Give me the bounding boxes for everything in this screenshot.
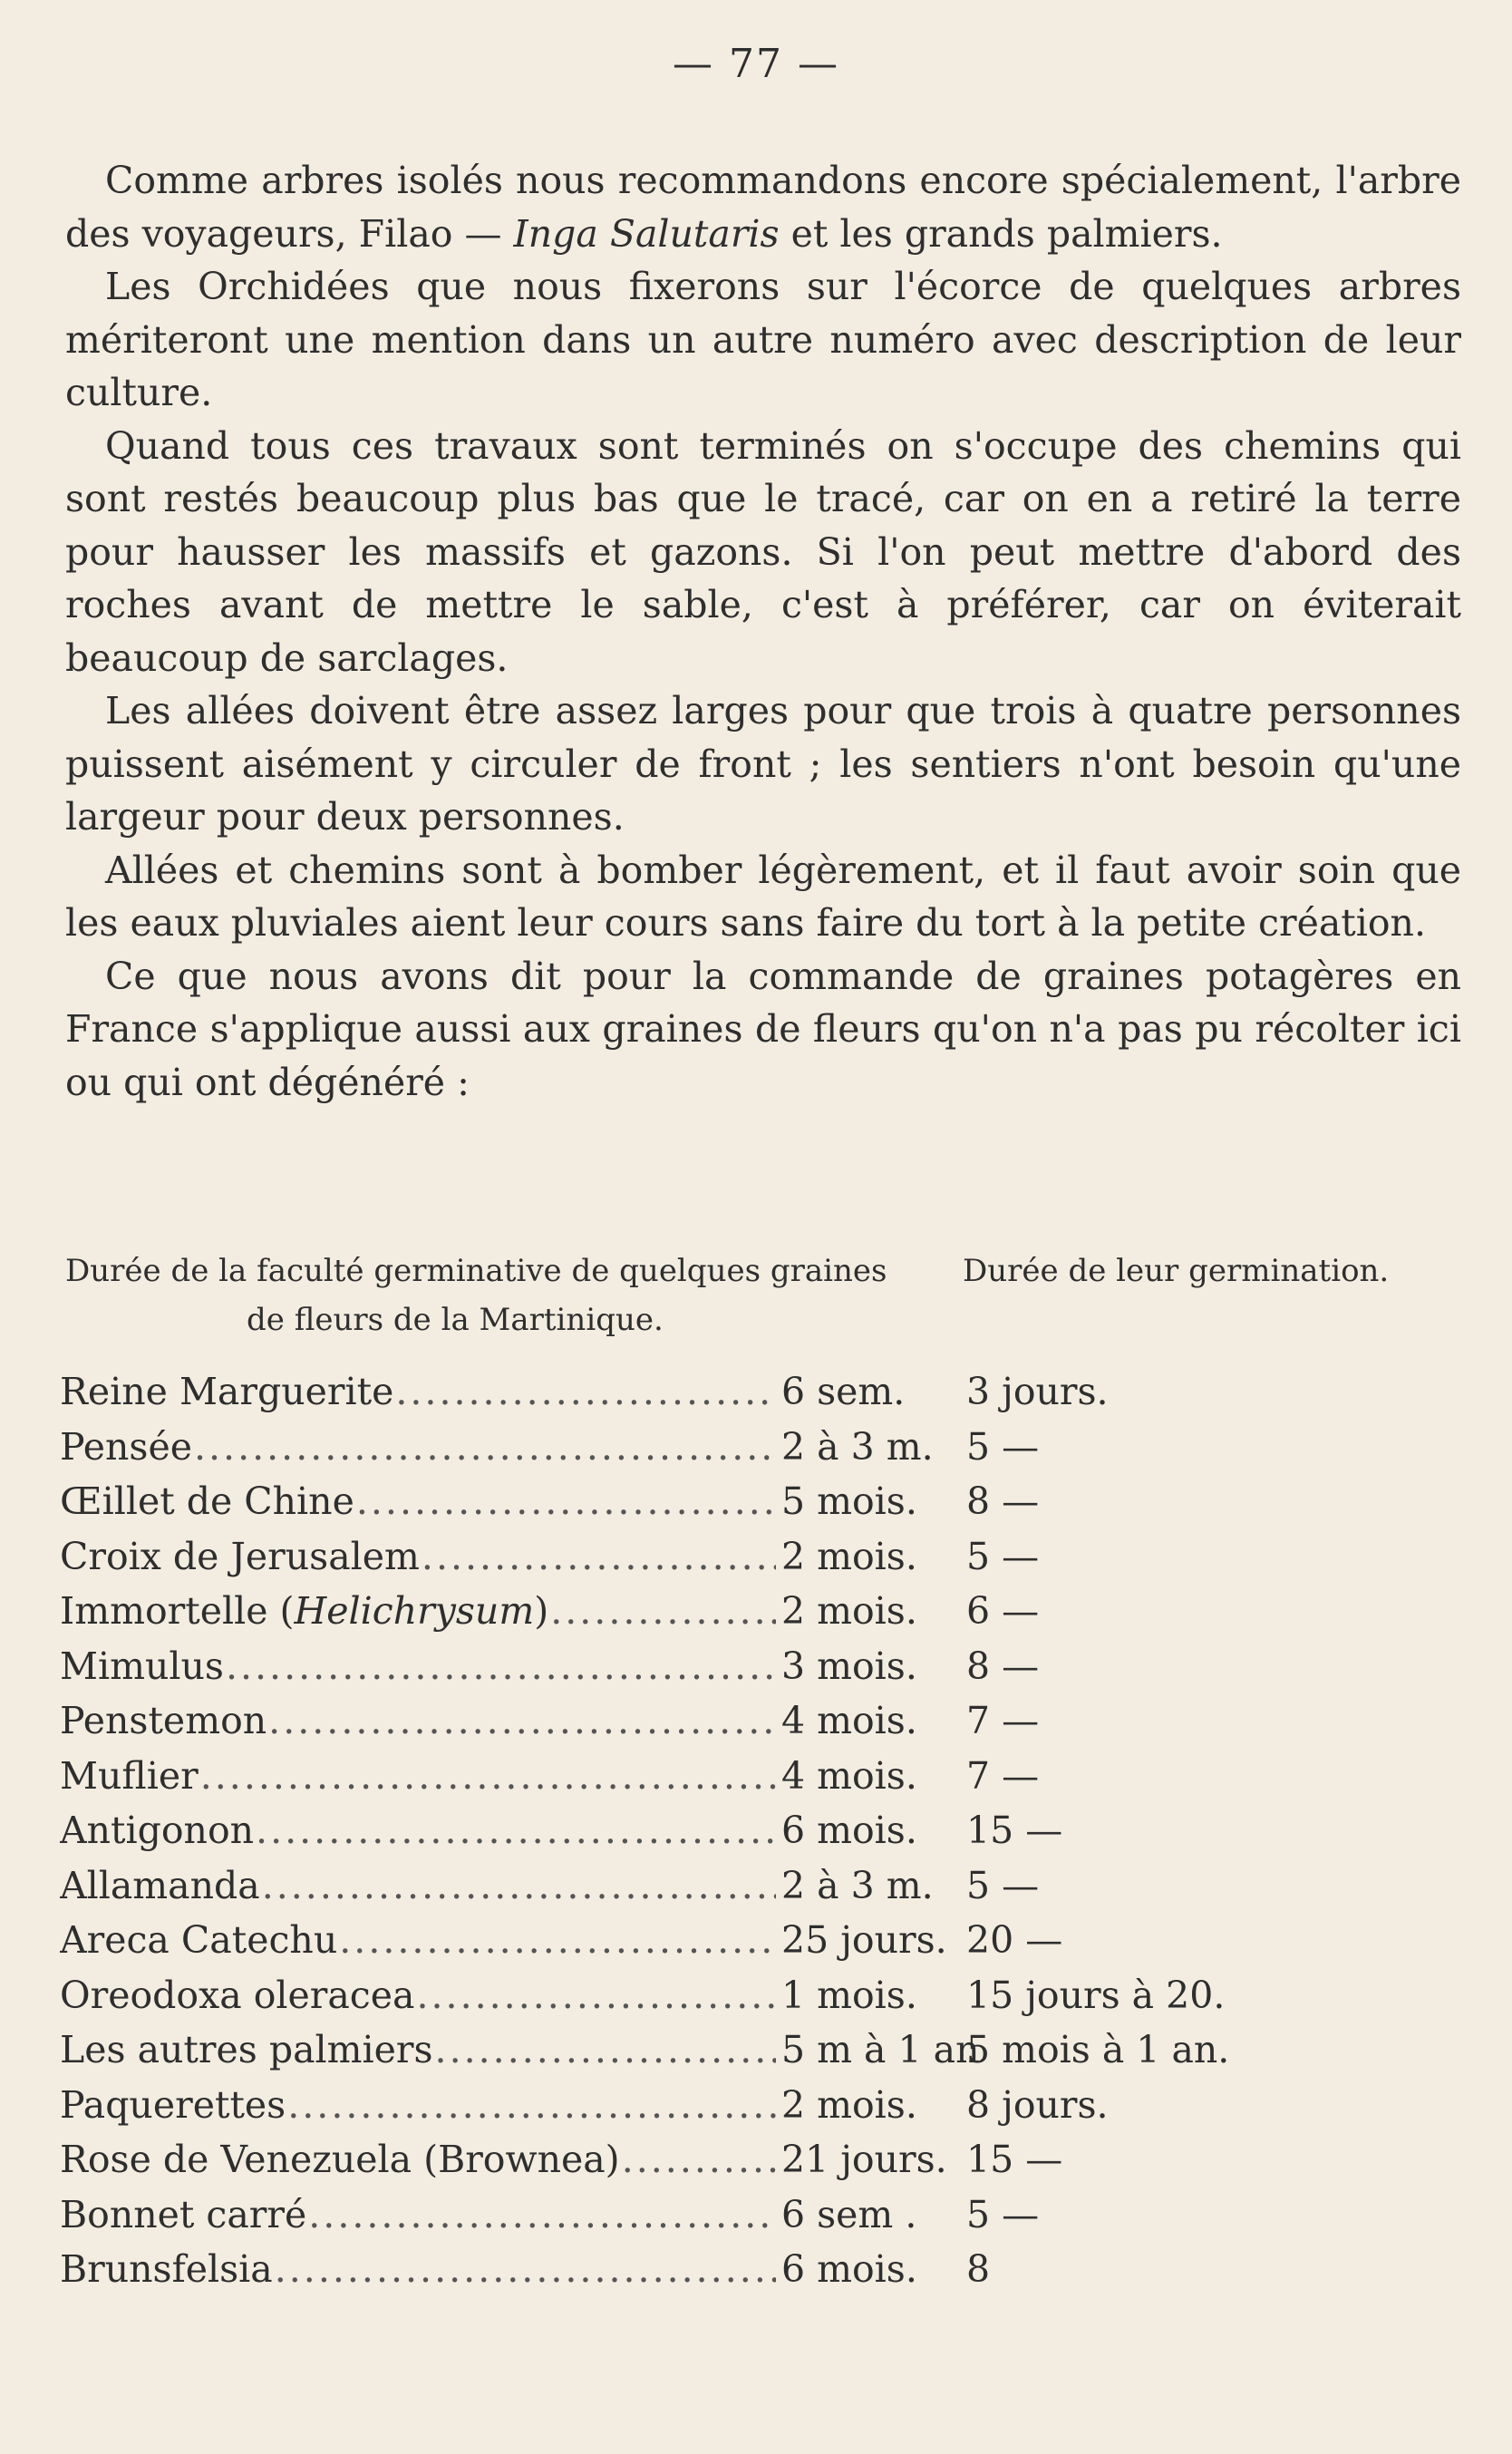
- germination-duration: 7 —: [966, 1699, 1040, 1742]
- table-row: [60, 2242, 1474, 2297]
- leader-dots: [414, 1968, 776, 2023]
- name-cell: [60, 1474, 776, 1529]
- name-cell: [60, 2132, 776, 2187]
- paragraph-text: Les Orchidées que nous fixerons sur l'écorce de quelques arbres mériteront une mention dans un autre numéro avec description de leur culture.: [65, 265, 1461, 414]
- plant-name: Pensée: [60, 1424, 192, 1469]
- germination-duration: 15 —: [966, 2138, 1063, 2181]
- plant-name: Bonnet carré: [60, 2192, 307, 2236]
- leader-dots: [286, 2078, 776, 2133]
- table-header-left-line2: de fleurs de la Martinique.: [247, 1302, 664, 1338]
- plant-name: Muflier: [60, 1753, 199, 1798]
- plant-name-suffix: ): [534, 1589, 549, 1633]
- paragraph-text: Quand tous ces travaux sont terminés on s'occupe des chemins qui sont restés beaucoup plus bas que le tracé, car on en a retiré la terre pour hausser les massifs et gazons. Si l'on peut mettre d'abord des roches avant de mettre le sable, c'est à préférer, car on éviterait beaucoup de sarclages.: [65, 423, 1461, 680]
- leader-dots: [420, 1529, 776, 1585]
- leader-dots: [548, 1584, 776, 1639]
- germination-duration: 8: [966, 2247, 991, 2291]
- germination-duration: 5 —: [966, 2192, 1040, 2236]
- leader-dots: [433, 2022, 776, 2078]
- name-cell: [60, 1529, 776, 1585]
- leader-dots: [337, 1913, 776, 1968]
- germination-duration: 7 —: [966, 1753, 1040, 1798]
- faculty-duration: 2 mois.: [781, 1589, 917, 1633]
- name-cell: [60, 1858, 776, 1914]
- plant-name: Brunsfelsia: [60, 2247, 273, 2291]
- plant-name: Allamanda: [60, 1863, 260, 1907]
- table-row: [60, 1693, 1474, 1749]
- table-row: [60, 1584, 1474, 1639]
- faculty-duration: 4 mois.: [781, 1699, 917, 1742]
- leader-dots: [620, 2132, 776, 2187]
- germination-duration: 15 jours à 20.: [966, 1973, 1226, 2017]
- table-row: [60, 1803, 1474, 1858]
- plant-latin-name: Helichrysum: [294, 1589, 535, 1633]
- faculty-duration: 5 m à 1 an: [781, 2028, 980, 2071]
- plant-name: Reine Marguerite: [60, 1370, 394, 1413]
- leader-dots: [306, 2187, 776, 2243]
- paragraph-text: Les allées doivent être assez larges pour que trois à quatre personnes puissent aisément y circuler de front ; les sentiers n'ont besoin qu'une largeur pour deux personnes.: [65, 689, 1461, 839]
- table-header: [65, 1246, 1479, 1355]
- faculty-duration: 21 jours.: [781, 2138, 947, 2181]
- table-header-left: [65, 1246, 935, 1344]
- plant-name: Paquerettes: [60, 2082, 286, 2127]
- plant-name: Croix de Jerusalem: [60, 1534, 420, 1578]
- faculty-duration: 3 mois.: [781, 1644, 917, 1688]
- faculty-duration: 1 mois.: [781, 1973, 917, 2017]
- leader-dots: [393, 1364, 776, 1420]
- germination-duration: 5 —: [966, 1534, 1040, 1578]
- table-header-left-line1: Durée de la faculté germinative de quelques graines: [65, 1253, 887, 1289]
- plant-name: Rose de Venezuela (Brownea): [60, 2138, 620, 2181]
- name-cell: [60, 1913, 776, 1968]
- faculty-duration: 6 sem .: [781, 2192, 917, 2236]
- paragraph-text: Comme arbres isolés nous recommandons encore spécialement, l'arbre des voyageurs, Filao —: [65, 159, 1461, 256]
- paragraph-orchids: [65, 260, 1461, 420]
- table-header-right: Durée de leur germination.: [963, 1253, 1390, 1289]
- leader-dots: [254, 1803, 776, 1858]
- leader-dots: [192, 1420, 776, 1475]
- faculty-duration: 5 mois.: [781, 1479, 917, 1523]
- faculty-duration: 2 à 3 m.: [781, 1863, 934, 1907]
- name-cell: [60, 1749, 776, 1804]
- table-row: [60, 1474, 1474, 1529]
- faculty-duration: 2 mois.: [781, 2082, 917, 2127]
- germination-duration: 5 —: [966, 1424, 1040, 1469]
- name-cell: [60, 2242, 776, 2297]
- faculty-duration: 2 à 3 m.: [781, 1424, 934, 1469]
- table-row: [60, 2187, 1474, 2243]
- faculty-duration: 6 sem.: [781, 1370, 906, 1413]
- paragraph-text: Ce que nous avons dit pour la commande de graines potagères en France s'applique aussi aux graines de fleurs qu'on n'a pas pu récolter ici ou qui ont dégénéré :: [65, 954, 1461, 1104]
- name-cell: [60, 2078, 776, 2133]
- leader-dots: [260, 1858, 776, 1914]
- name-cell: [60, 1639, 776, 1694]
- germination-duration: 6 —: [966, 1589, 1040, 1633]
- plant-name: Mimulus: [60, 1644, 224, 1688]
- plant-name: Oreodoxa oleracea: [60, 1973, 415, 2017]
- plant-name: Antigonon: [60, 1809, 255, 1852]
- faculty-duration: 6 mois.: [781, 1809, 917, 1852]
- faculty-duration: 25 jours.: [781, 1918, 947, 1962]
- leader-dots: [224, 1639, 776, 1694]
- paragraph-seed-order: [65, 950, 1461, 1110]
- name-cell: [60, 1803, 776, 1858]
- table-row: [60, 1968, 1474, 2023]
- plant-name: Les autres palmiers: [60, 2028, 433, 2071]
- name-cell: [60, 1584, 776, 1639]
- germination-duration: 8 —: [966, 1479, 1040, 1523]
- paragraph-alleys: [65, 684, 1461, 844]
- germination-duration: 20 —: [966, 1918, 1063, 1962]
- paragraph-italic-text: Inga Salutaris: [513, 211, 780, 256]
- leader-dots: [267, 1693, 776, 1749]
- germination-duration: 15 —: [966, 1809, 1063, 1852]
- table-row: [60, 1529, 1474, 1585]
- name-cell: [60, 2022, 776, 2078]
- plant-name-prefix: Immortelle (: [60, 1589, 295, 1633]
- paragraph-isolated-trees: [65, 154, 1461, 260]
- name-cell: [60, 1693, 776, 1749]
- germination-duration: 5 —: [966, 1863, 1040, 1907]
- name-cell: [60, 1968, 776, 2023]
- plant-name: Areca Catechu: [60, 1918, 338, 1962]
- table-row: [60, 1420, 1474, 1475]
- paragraph-drainage: [65, 844, 1461, 950]
- faculty-duration: 6 mois.: [781, 2247, 917, 2291]
- plant-name: [60, 1584, 548, 1639]
- leader-dots: [354, 1474, 776, 1529]
- table-row: [60, 2078, 1474, 2133]
- germination-duration: 8 —: [966, 1644, 1040, 1688]
- table-row: [60, 1749, 1474, 1804]
- name-cell: [60, 1420, 776, 1475]
- table-row: [60, 1639, 1474, 1694]
- paragraph-text: Allées et chemins sont à bomber légèrement, et il faut avoir soin que les eaux pluviales aient leur cours sans faire du tort à la petite création.: [65, 848, 1461, 945]
- germination-duration: 3 jours.: [966, 1370, 1109, 1413]
- faculty-duration: 2 mois.: [781, 1534, 917, 1578]
- leader-dots: [273, 2242, 776, 2297]
- table-row: [60, 1913, 1474, 1968]
- paragraph-paths: [65, 420, 1461, 685]
- body-text: [65, 154, 1461, 1109]
- germination-duration: 5 mois à 1 an.: [966, 2028, 1230, 2071]
- table-row: [60, 1858, 1474, 1914]
- seed-table: [60, 1364, 1474, 2297]
- table-row: [60, 1364, 1474, 1420]
- plant-name: Penstemon: [60, 1699, 267, 1742]
- germination-duration: 8 jours.: [966, 2082, 1109, 2127]
- table-row: [60, 2022, 1474, 2078]
- name-cell: [60, 2187, 776, 2243]
- paragraph-text: et les grands palmiers.: [779, 211, 1223, 256]
- leader-dots: [199, 1749, 776, 1804]
- name-cell: [60, 1364, 776, 1420]
- page-number: — 77 —: [673, 41, 839, 87]
- table-row: [60, 2132, 1474, 2187]
- plant-name: Œillet de Chine: [60, 1479, 354, 1523]
- faculty-duration: 4 mois.: [781, 1753, 917, 1798]
